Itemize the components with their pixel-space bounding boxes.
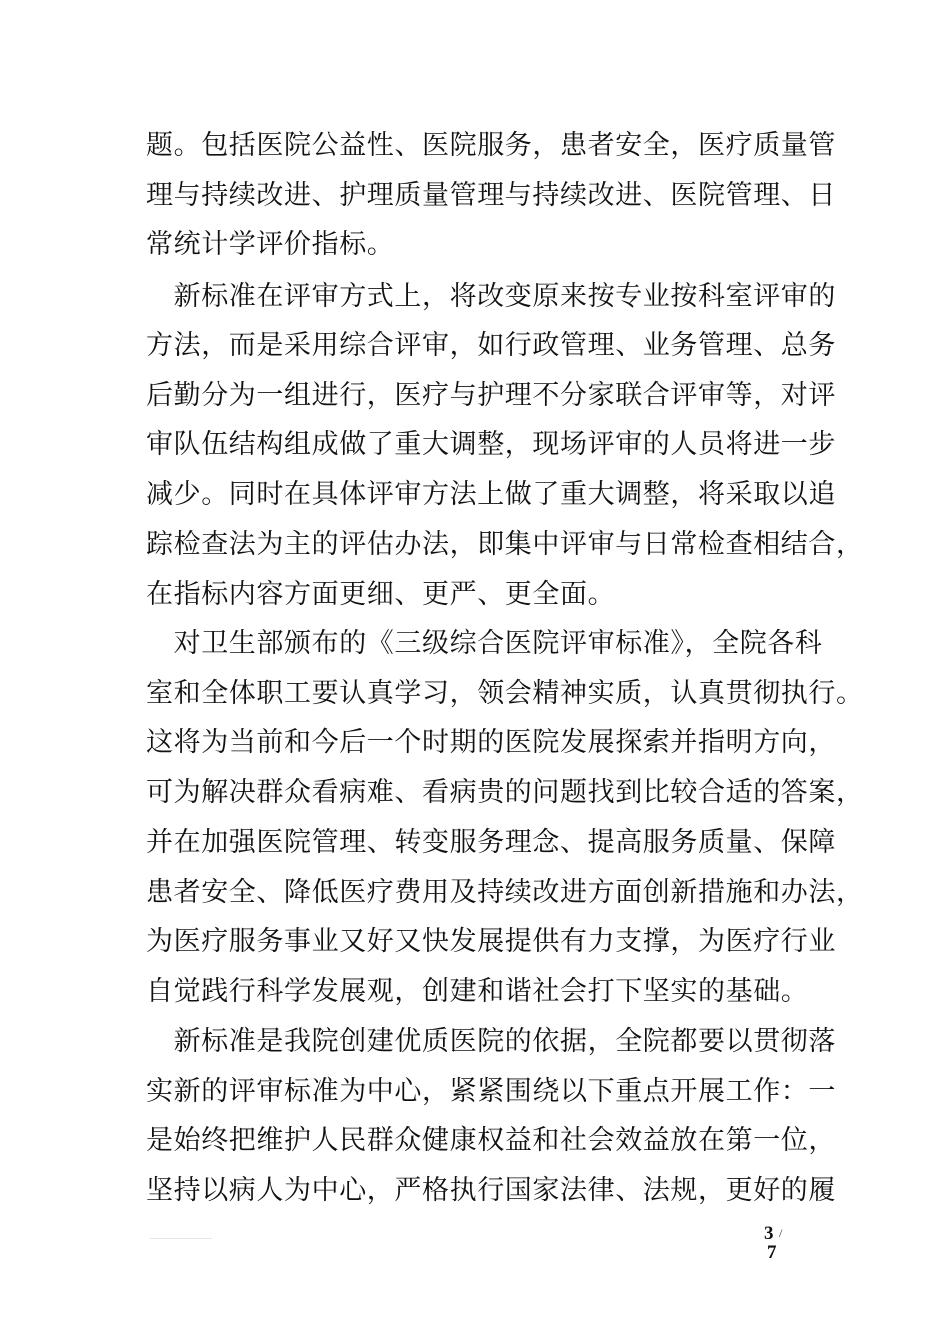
text-line-22: 坚持以病人为中心，严格执行国家法律、法规，更好的履 bbox=[146, 1175, 836, 1206]
text-line-21: 是始终把维护人民群众健康权益和社会效益放在第一位， bbox=[146, 1125, 836, 1156]
text-line-12: 室和全体职工要认真学习，领会精神实质，认真贯彻执行。 bbox=[146, 678, 864, 709]
text-line-2: 理与持续改进、护理质量管理与持续改进、医院管理、日 bbox=[146, 180, 836, 211]
footer-divider bbox=[150, 1238, 212, 1239]
text-line-20: 实新的评审标准为中心，紧紧围绕以下重点开展工作：一 bbox=[146, 1076, 836, 1107]
text-line-3: 常统计学评价指标。 bbox=[146, 229, 395, 260]
text-line-5: 方法，而是采用综合评审，如行政管理、业务管理、总务 bbox=[146, 330, 836, 361]
text-line-8: 减少。同时在具体评审方法上做了重大调整，将采取以追 bbox=[146, 479, 836, 510]
page-number-current: 3 bbox=[764, 1223, 774, 1244]
text-line-10: 在指标内容方面更细、更严、更全面。 bbox=[146, 579, 616, 610]
text-line-17: 为医疗服务事业又好又快发展提供有力支撑，为医疗行业 bbox=[146, 926, 836, 957]
text-line-13: 这将为当前和今后一个时期的医院发展探索并指明方向， bbox=[146, 727, 836, 758]
text-line-14: 可为解决群众看病难、看病贵的问题找到比较合适的答案， bbox=[146, 777, 864, 808]
page-number-total: 7 bbox=[767, 1242, 777, 1263]
page-number-separator: / bbox=[779, 1226, 783, 1240]
text-line-7: 审队伍结构组成做了重大调整，现场评审的人员将进一步 bbox=[146, 429, 836, 460]
text-line-9: 踪检查法为主的评估办法，即集中评审与日常检查相结合， bbox=[146, 529, 864, 560]
text-line-16: 患者安全、降低医疗费用及持续改进方面创新措施和办法， bbox=[146, 877, 864, 908]
text-line-18: 自觉践行科学发展观，创建和谐社会打下坚实的基础。 bbox=[146, 976, 809, 1007]
text-line-1: 题。包括医院公益性、医院服务，患者安全，医疗质量管 bbox=[146, 130, 836, 161]
text-line-15: 并在加强医院管理、转变服务理念、提高服务质量、保障 bbox=[146, 827, 836, 858]
text-line-11: 对卫生部颁布的《三级综合医院评审标准》，全院各科 bbox=[146, 628, 823, 659]
text-line-4: 新标准在评审方式上，将改变原来按专业按科室评审的 bbox=[146, 281, 836, 312]
text-line-6: 后勤分为一组进行，医疗与护理不分家联合评审等，对评 bbox=[146, 380, 836, 411]
text-line-19: 新标准是我院创建优质医院的依据，全院都要以贯彻落 bbox=[146, 1026, 836, 1057]
